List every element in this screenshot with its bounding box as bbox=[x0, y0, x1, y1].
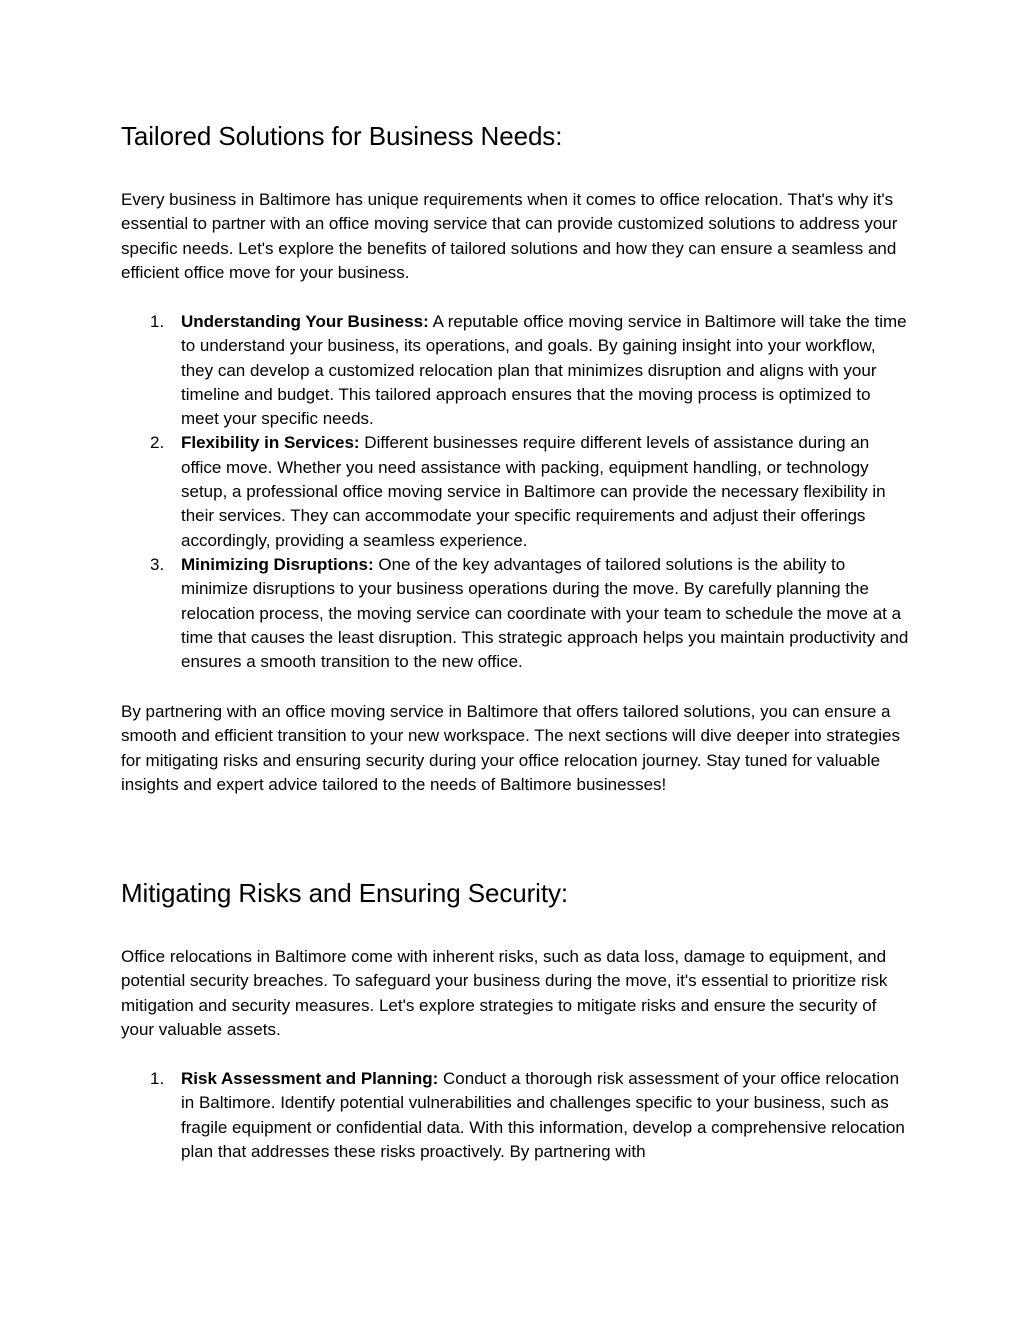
list-item-number: 2. bbox=[150, 433, 165, 453]
list-item-text: Conduct a thorough risk assessment of your office relocation in Baltimore. Identify potential vulnerabilities and challenges specific to your business, such as fragile equipment or confidential data. With this information, develop a comprehensive relocation plan that addresses these risks proactively. By partnering with bbox=[181, 1069, 905, 1161]
section-intro-paragraph: Office relocations in Baltimore come with inherent risks, such as data loss, damage to equipment, and potential security breaches. To safeguard your business during the move, it's essential to prioritize risk mitigation and security measures. Let's explore strategies to mitigate risks and ensure the security of your valuable assets. bbox=[121, 947, 888, 1039]
list-item-lead: Risk Assessment and Planning: bbox=[181, 1069, 439, 1088]
list-item-lead: Understanding Your Business: bbox=[181, 312, 429, 331]
section-outro-paragraph: By partnering with an office moving service in Baltimore that offers tailored solutions, you can ensure a smooth and efficient transition to your new workspace. The next sections will dive deeper into strategies for mitigating risks and ensuring security during your office relocation journey. Stay tuned for valuable insights and expert advice tailored to the needs of Baltimore businesses! bbox=[121, 702, 900, 794]
list-item-lead: Minimizing Disruptions: bbox=[181, 554, 374, 574]
list-item-number: 3. bbox=[150, 554, 165, 574]
list-item bbox=[121, 431, 911, 552]
list-item-text: One of the key advantages of tailored solutions is the ability to minimize disruptions to your business operations during the move. By carefully planning the relocation process, the moving service can coordinate with your team to schedule the move at a time that causes the least disruption. This strategic approach helps you maintain productivity and ensures a smooth transition to the new office. bbox=[181, 554, 909, 672]
section-title-tailored-solutions: Tailored Solutions for Business Needs: bbox=[121, 121, 563, 151]
list-item-text: Different businesses require different levels of assistance during an office move. Whether you need assistance with packing, equipment handling, or technology setup, a professional office moving service in Baltimore can provide the necessary flexibility in their services. They can accommodate your specific requirements and adjust their offerings accordingly, providing a seamless experience. bbox=[181, 433, 886, 550]
list-item bbox=[121, 310, 911, 431]
section-intro-paragraph: Every business in Baltimore has unique requirements when it comes to office relocation. That's why it's essential to partner with an office moving service that can provide customized solutions to address your specific needs. Let's explore the benefits of tailored solutions and how they can ensure a seamless and efficient office move for your business. bbox=[121, 190, 898, 282]
benefits-list bbox=[121, 310, 911, 674]
list-item bbox=[121, 553, 911, 674]
list-item bbox=[121, 1067, 911, 1164]
strategies-list bbox=[121, 1067, 911, 1164]
list-item-number: 1. bbox=[150, 312, 165, 331]
list-item-number: 1. bbox=[150, 1069, 165, 1088]
list-item-text: A reputable office moving service in Baltimore will take the time to understand your business, its operations, and goals. By gaining insight into your workflow, they can develop a customized relocation plan that minimizes disruption and aligns with your timeline and budget. This tailored approach ensures that the moving process is optimized to meet your specific needs. bbox=[181, 312, 907, 429]
list-item-lead: Flexibility in Services: bbox=[181, 433, 360, 453]
section-title-mitigating-risks: Mitigating Risks and Ensuring Security: bbox=[121, 878, 568, 908]
